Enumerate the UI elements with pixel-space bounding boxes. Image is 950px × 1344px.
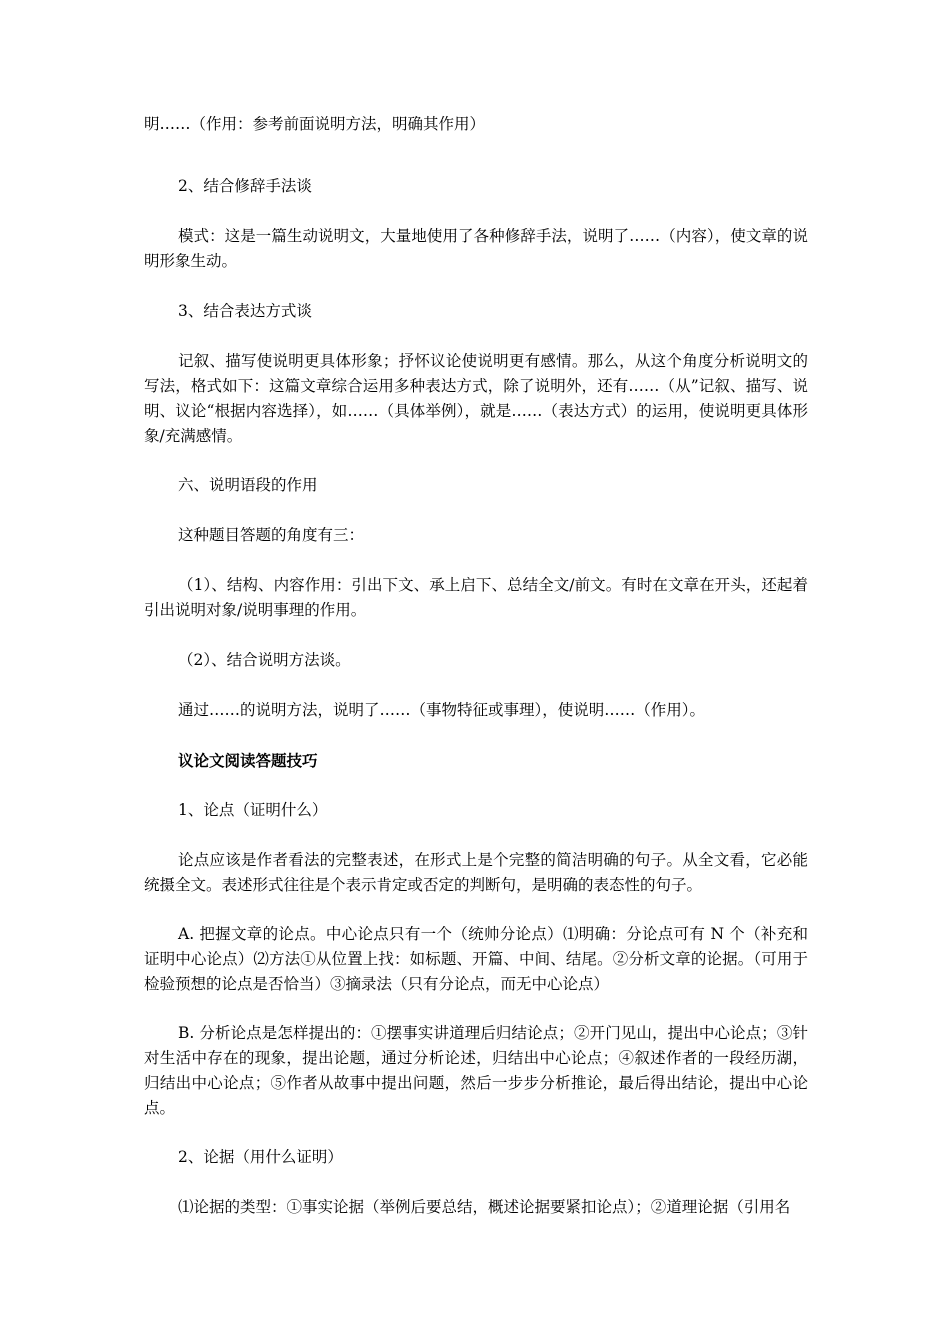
heading-evidence: 2、论据（用什么证明） [178,1148,343,1166]
heading-expression: 3、结合表达方式谈 [178,302,312,320]
paragraph-evidence-types: ⑴论据的类型：①事实论据（举例后要总结，概述论据要紧扣论点）；②道理论据（引用名 [178,1198,791,1216]
paragraph-method: （2）、结合说明方法谈。 [178,651,351,669]
paragraph-expression: 记叙、描写使说明更具体形象；抒怀议论使说明更有感情。那么，从这个角度分析说明文的写法，格式如下：这篇文章综合运用多种表达方式，除了说明外，还有……（从”记叙、描写、说明、议论“根据内容选择），如……（具体举例），就是……（表达方式）的运用，使说明更具体形象/充满感情。 [144,352,808,445]
paragraph-template: 通过……的说明方法，说明了……（事物特征或事理），使说明……（作用）。 [178,701,706,719]
heading-argumentative: 议论文阅读答题技巧 [178,751,318,770]
paragraph-grasp-thesis: A. 把握文章的论点。中心论点只有一个（统帅分论点）⑴明确：分论点可有 N 个（补充和证明中心论点）⑵方法①从位置上找：如标题、开篇、中间、结尾。②分析文章的论据。（可用于检验预想的论点是否恰当）③摘录法（只有分论点，而无中心论点） [144,925,808,993]
paragraph-analyze-thesis: B. 分析论点是怎样提出的：①摆事实讲道理后归结论点；②开门见山，提出中心论点；③针对生活中存在的现象，提出论题，通过分析论述，归结出中心论点；④叙述作者的一段经历湖，归结出中心论点；⑤作者从故事中提出问题，然后一步步分析推论，最后得出结论，提出中心论点。 [144,1024,808,1117]
paragraph-continuation: 明……（作用：参考前面说明方法，明确其作用） [144,115,486,133]
paragraph-angles: 这种题目答题的角度有三： [178,526,365,544]
heading-rhetoric: 2、结合修辞手法谈 [178,177,312,195]
paragraph-rhetoric-pattern: 模式：这是一篇生动说明文，大量地使用了各种修辞手法，说明了……（内容），使文章的说明形象生动。 [144,227,808,270]
paragraph-structure: （1）、结构、内容作用：引出下文、承上启下、总结全文/前文。有时在文章在开头，还起着引出说明对象/说明事理的作用。 [144,576,808,619]
heading-thesis: 1、论点（证明什么） [178,801,328,819]
heading-section-six: 六、说明语段的作用 [178,476,318,494]
paragraph-thesis: 论点应该是作者看法的完整表述，在形式上是个完整的简洁明确的句子。从全文看，它必能统摄全文。表述形式往往是个表示肯定或否定的判断句，是明确的表态性的句子。 [144,851,808,894]
